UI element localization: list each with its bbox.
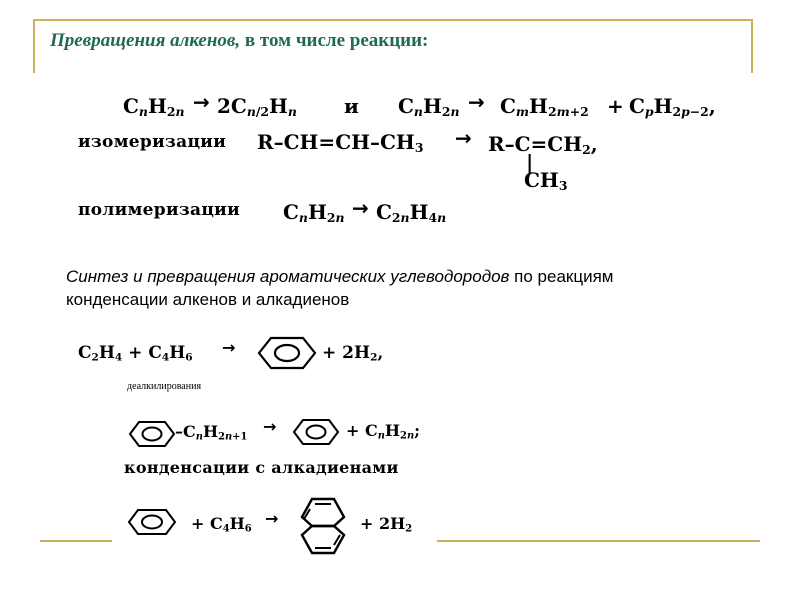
row1-left-formula: $C_nH_{2n}$ — [123, 94, 185, 120]
isomerization-branch: $CH_3$ — [524, 168, 568, 194]
polymerization-product: $C_{2n}H_{4n}$ — [376, 200, 447, 226]
dealkylation-product: + $C_nH_{2n}$; — [346, 421, 421, 442]
arrow-icon: → — [468, 90, 485, 114]
top-rule — [33, 19, 753, 21]
isomerization-reactant: $R-CH=CH-CH_3$ — [257, 130, 424, 156]
row1-and: и — [344, 94, 359, 118]
aromatic-intro-line2: конденсации алкенов и алкадиенов — [66, 290, 350, 309]
bottom-rule-left — [40, 540, 112, 542]
isomerization-bond: | — [526, 150, 534, 174]
polymerization-reactant: $C_nH_{2n}$ — [283, 200, 345, 226]
benzene-ring-icon — [128, 420, 176, 448]
row1-right-formula: $C_nH_{2n}$ — [398, 94, 460, 120]
left-rule — [33, 19, 35, 73]
right-rule — [751, 19, 753, 73]
arrow-icon: → — [265, 509, 279, 528]
condensation-reactants: $C_2H_4 + C_4H_6$ — [78, 343, 193, 364]
benzene-ring-icon — [127, 508, 177, 536]
arrow-icon: → — [352, 196, 369, 220]
row1-left-product: $2C_{n/2}H_n$ — [217, 94, 297, 120]
row1-plus: + — [607, 94, 624, 118]
isomerization-product: $R-C=CH_2$, — [488, 132, 598, 158]
benzene-ring-icon — [257, 336, 317, 370]
aromatic-intro-italic: Синтез и превращения ароматических углеводородов — [66, 267, 510, 286]
benzene-ring-icon — [292, 418, 340, 446]
aromatic-intro-line1 — [66, 267, 613, 287]
row1-right-product2: $C_pH_{2p-2}$, — [629, 94, 716, 120]
aromatic-intro-rest: по реакциям — [509, 267, 614, 286]
arrow-icon: → — [222, 338, 236, 357]
bottom-rule-right — [437, 540, 760, 542]
arrow-icon: → — [193, 90, 210, 114]
slide-title — [50, 30, 428, 52]
polymerization-label: полимеризации — [78, 200, 240, 220]
title-rest: в том числе реакции: — [240, 30, 429, 51]
condensation-products: + $2H_2$, — [322, 343, 384, 364]
dealkylation-substituent: $-C_nH_{2n+1}$ — [175, 422, 248, 443]
alkadienes-product: + $2H_2$ — [360, 514, 413, 535]
dealkylation-label: деалкилирования — [127, 381, 202, 392]
arrow-icon: → — [263, 417, 277, 436]
isomerization-label: изомеризации — [78, 132, 227, 152]
alkadienes-reactant: + $C_4H_6$ — [191, 514, 252, 535]
row1-right-product1: $C_mH_{2m+2}$ — [500, 94, 589, 120]
arrow-icon: → — [455, 126, 472, 150]
title-italic: Превращения алкенов, — [50, 30, 241, 51]
alkadienes-label: конденсации с алкадиенами — [124, 458, 399, 477]
naphthalene-icon — [292, 495, 354, 557]
